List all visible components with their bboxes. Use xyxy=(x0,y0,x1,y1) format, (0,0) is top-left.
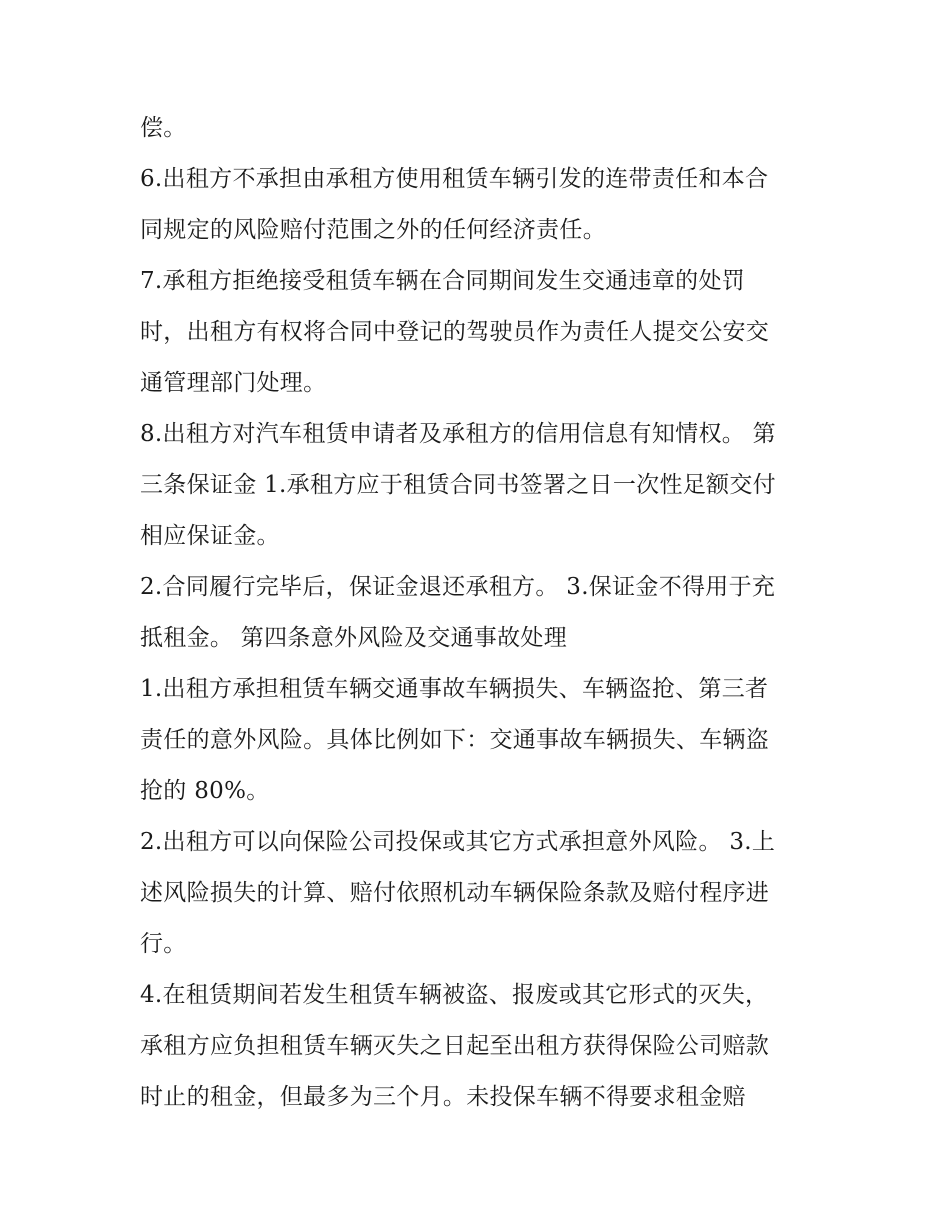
text-line: 偿。 xyxy=(140,115,187,141)
text-line: 抢的 80%。 xyxy=(140,778,270,804)
text-line: 8.出租方对汽车租赁申请者及承租方的信用信息有知情权。 第 xyxy=(140,421,776,447)
text-line: 通管理部门处理。 xyxy=(140,370,327,396)
text-line: 同规定的风险赔付范围之外的任何经济责任。 xyxy=(140,217,606,243)
text-line: 7.承租方拒绝接受租赁车辆在合同期间发生交通违章的处罚 xyxy=(140,268,746,294)
text-line: 4.在租赁期间若发生租赁车辆被盗、报废或其它形式的灭失， xyxy=(140,982,769,1008)
text-line: 行。 xyxy=(140,931,187,957)
text-line: 时，出租方有权将合同中登记的驾驶员作为责任人提交公安交 xyxy=(140,319,770,345)
text-line: 6.出租方不承担由承租方使用租赁车辆引发的连带责任和本合 xyxy=(140,166,769,192)
text-line: 抵租金。 第四条意外风险及交通事故处理 xyxy=(140,625,568,651)
document-body xyxy=(140,103,820,1123)
text-line: 相应保证金。 xyxy=(140,523,280,549)
text-line: 2.出租方可以向保险公司投保或其它方式承担意外风险。 3.上 xyxy=(140,829,776,855)
text-line: 时止的租金，但最多为三个月。未投保车辆不得要求租金赔 xyxy=(140,1084,746,1110)
text-line: 责任的意外风险。具体比例如下：交通事故车辆损失、车辆盗 xyxy=(140,727,770,753)
text-line: 述风险损失的计算、赔付依照机动车辆保险条款及赔付程序进 xyxy=(140,880,770,906)
text-line: 承租方应负担租赁车辆灭失之日起至出租方获得保险公司赔款 xyxy=(140,1033,770,1059)
text-line: 2.合同履行完毕后，保证金退还承租方。 3.保证金不得用于充 xyxy=(140,574,776,600)
text-line: 1.出租方承担租赁车辆交通事故车辆损失、车辆盗抢、第三者 xyxy=(140,676,769,702)
text-line: 三条保证金 1.承租方应于租赁合同书签署之日一次性足额交付 xyxy=(140,472,776,498)
